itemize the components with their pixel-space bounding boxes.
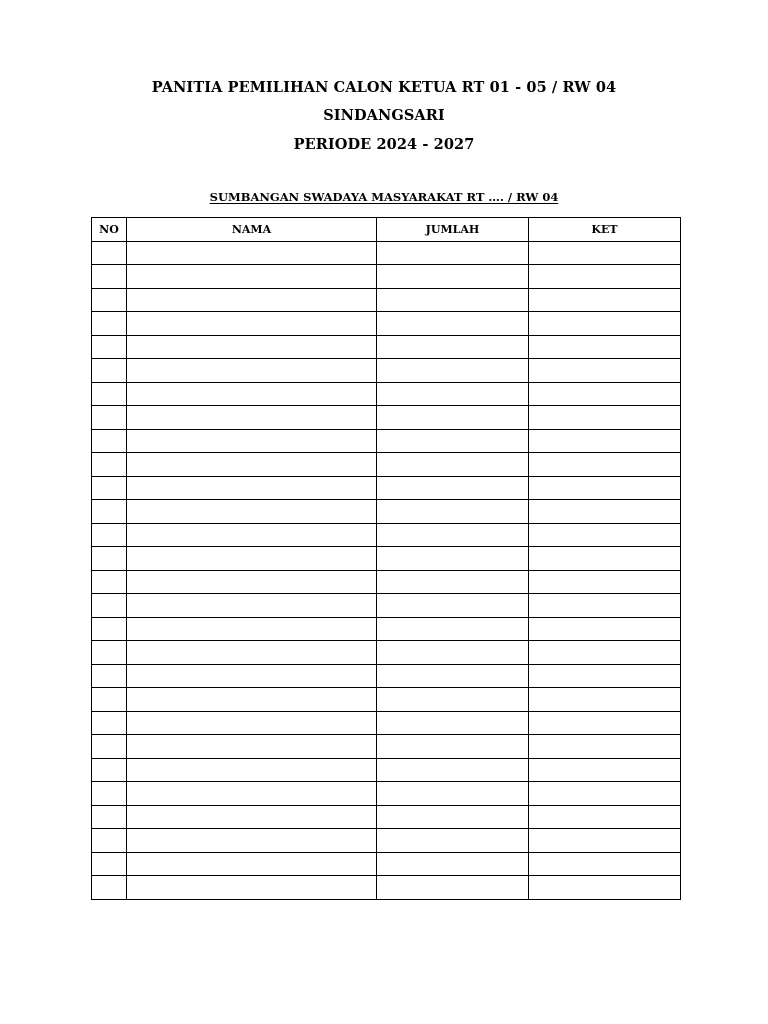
table-row	[92, 641, 681, 665]
cell-nama[interactable]	[127, 288, 377, 312]
column-header-no: NO	[92, 218, 127, 242]
cell-nama[interactable]	[127, 617, 377, 641]
donation-table	[91, 217, 681, 900]
table-row	[92, 382, 681, 406]
cell-ket[interactable]	[529, 594, 681, 618]
cell-nama[interactable]	[127, 453, 377, 477]
cell-jumlah[interactable]	[377, 829, 529, 853]
cell-jumlah[interactable]	[377, 547, 529, 571]
cell-jumlah[interactable]	[377, 758, 529, 782]
cell-nama[interactable]	[127, 594, 377, 618]
cell-nama[interactable]	[127, 570, 377, 594]
cell-ket[interactable]	[529, 382, 681, 406]
cell-nama[interactable]	[127, 852, 377, 876]
cell-ket[interactable]	[529, 241, 681, 265]
cell-nama[interactable]	[127, 758, 377, 782]
table-row	[92, 664, 681, 688]
cell-ket[interactable]	[529, 406, 681, 430]
cell-no[interactable]	[92, 265, 127, 289]
cell-nama[interactable]	[127, 265, 377, 289]
cell-jumlah[interactable]	[377, 664, 529, 688]
cell-no[interactable]	[92, 735, 127, 759]
cell-no[interactable]	[92, 805, 127, 829]
table-row	[92, 406, 681, 430]
cell-ket[interactable]	[529, 500, 681, 524]
cell-no[interactable]	[92, 688, 127, 712]
cell-ket[interactable]	[529, 547, 681, 571]
cell-no[interactable]	[92, 876, 127, 900]
table-row	[92, 617, 681, 641]
cell-no[interactable]	[92, 500, 127, 524]
cell-ket[interactable]	[529, 805, 681, 829]
cell-jumlah[interactable]	[377, 288, 529, 312]
cell-jumlah[interactable]	[377, 312, 529, 336]
cell-jumlah[interactable]	[377, 782, 529, 806]
cell-nama[interactable]	[127, 500, 377, 524]
cell-ket[interactable]	[529, 641, 681, 665]
cell-nama[interactable]	[127, 429, 377, 453]
cell-nama[interactable]	[127, 688, 377, 712]
cell-ket[interactable]	[529, 758, 681, 782]
cell-no[interactable]	[92, 711, 127, 735]
cell-nama[interactable]	[127, 335, 377, 359]
cell-ket[interactable]	[529, 782, 681, 806]
table-row	[92, 312, 681, 336]
table-row	[92, 500, 681, 524]
table-row	[92, 265, 681, 289]
cell-ket[interactable]	[529, 523, 681, 547]
table-row	[92, 476, 681, 500]
cell-no[interactable]	[92, 852, 127, 876]
cell-no[interactable]	[92, 570, 127, 594]
cell-nama[interactable]	[127, 829, 377, 853]
cell-ket[interactable]	[529, 312, 681, 336]
cell-jumlah[interactable]	[377, 617, 529, 641]
cell-no[interactable]	[92, 312, 127, 336]
cell-no[interactable]	[92, 429, 127, 453]
table-row	[92, 805, 681, 829]
cell-jumlah[interactable]	[377, 241, 529, 265]
cell-jumlah[interactable]	[377, 688, 529, 712]
cell-ket[interactable]	[529, 617, 681, 641]
cell-nama[interactable]	[127, 359, 377, 383]
column-header-jumlah: JUMLAH	[377, 218, 529, 242]
cell-no[interactable]	[92, 523, 127, 547]
cell-no[interactable]	[92, 758, 127, 782]
cell-no[interactable]	[92, 335, 127, 359]
location-title: SINDANGSARI	[323, 107, 445, 124]
table-row	[92, 594, 681, 618]
cell-jumlah[interactable]	[377, 265, 529, 289]
cell-jumlah[interactable]	[377, 876, 529, 900]
table-header-row	[92, 218, 681, 242]
table-row	[92, 735, 681, 759]
cell-jumlah[interactable]	[377, 476, 529, 500]
cell-jumlah[interactable]	[377, 406, 529, 430]
cell-nama[interactable]	[127, 241, 377, 265]
cell-ket[interactable]	[529, 453, 681, 477]
table-row	[92, 570, 681, 594]
cell-no[interactable]	[92, 664, 127, 688]
table-row	[92, 852, 681, 876]
cell-jumlah[interactable]	[377, 359, 529, 383]
cell-jumlah[interactable]	[377, 570, 529, 594]
cell-nama[interactable]	[127, 711, 377, 735]
cell-jumlah[interactable]	[377, 805, 529, 829]
cell-nama[interactable]	[127, 664, 377, 688]
table-row	[92, 241, 681, 265]
cell-nama[interactable]	[127, 523, 377, 547]
committee-title: PANITIA PEMILIHAN CALON KETUA RT 01 - 05 / RW 04	[151, 79, 617, 96]
cell-no[interactable]	[92, 241, 127, 265]
cell-nama[interactable]	[127, 547, 377, 571]
cell-jumlah[interactable]	[377, 711, 529, 735]
table-row	[92, 359, 681, 383]
cell-nama[interactable]	[127, 312, 377, 336]
table-row	[92, 523, 681, 547]
cell-ket[interactable]	[529, 570, 681, 594]
cell-nama[interactable]	[127, 641, 377, 665]
table-body	[92, 241, 681, 899]
cell-jumlah[interactable]	[377, 453, 529, 477]
cell-nama[interactable]	[127, 735, 377, 759]
cell-no[interactable]	[92, 782, 127, 806]
cell-ket[interactable]	[529, 876, 681, 900]
table-row	[92, 688, 681, 712]
sheet-subtitle-text: SUMBANGAN SWADAYA MASYARAKAT RT …. / RW 04	[209, 190, 559, 204]
cell-jumlah[interactable]	[377, 429, 529, 453]
cell-ket[interactable]	[529, 476, 681, 500]
cell-jumlah[interactable]	[377, 335, 529, 359]
cell-jumlah[interactable]	[377, 735, 529, 759]
cell-nama[interactable]	[127, 876, 377, 900]
table-row	[92, 288, 681, 312]
table-row	[92, 547, 681, 571]
table-row	[92, 782, 681, 806]
cell-nama[interactable]	[127, 382, 377, 406]
cell-no[interactable]	[92, 547, 127, 571]
cell-nama[interactable]	[127, 782, 377, 806]
cell-no[interactable]	[92, 359, 127, 383]
cell-ket[interactable]	[529, 735, 681, 759]
cell-no[interactable]	[92, 382, 127, 406]
cell-no[interactable]	[92, 406, 127, 430]
cell-jumlah[interactable]	[377, 641, 529, 665]
cell-jumlah[interactable]	[377, 500, 529, 524]
sheet-subtitle	[0, 190, 768, 204]
cell-no[interactable]	[92, 476, 127, 500]
period-title: PERIODE 2024 - 2027	[293, 136, 475, 153]
cell-no[interactable]	[92, 641, 127, 665]
cell-jumlah[interactable]	[377, 594, 529, 618]
cell-ket[interactable]	[529, 288, 681, 312]
cell-nama[interactable]	[127, 406, 377, 430]
cell-no[interactable]	[92, 829, 127, 853]
cell-no[interactable]	[92, 453, 127, 477]
cell-ket[interactable]	[529, 664, 681, 688]
cell-nama[interactable]	[127, 805, 377, 829]
table-row	[92, 876, 681, 900]
table-row	[92, 711, 681, 735]
cell-no[interactable]	[92, 288, 127, 312]
cell-no[interactable]	[92, 617, 127, 641]
cell-jumlah[interactable]	[377, 382, 529, 406]
cell-ket[interactable]	[529, 265, 681, 289]
cell-ket[interactable]	[529, 429, 681, 453]
column-header-nama: NAMA	[127, 218, 377, 242]
cell-jumlah[interactable]	[377, 523, 529, 547]
cell-ket[interactable]	[529, 852, 681, 876]
table-row	[92, 758, 681, 782]
cell-ket[interactable]	[529, 359, 681, 383]
table-row	[92, 335, 681, 359]
cell-ket[interactable]	[529, 829, 681, 853]
cell-ket[interactable]	[529, 335, 681, 359]
cell-ket[interactable]	[529, 688, 681, 712]
cell-no[interactable]	[92, 594, 127, 618]
table-row	[92, 453, 681, 477]
table-row	[92, 829, 681, 853]
column-header-ket: KET	[529, 218, 681, 242]
cell-nama[interactable]	[127, 476, 377, 500]
cell-jumlah[interactable]	[377, 852, 529, 876]
cell-ket[interactable]	[529, 711, 681, 735]
table-row	[92, 429, 681, 453]
